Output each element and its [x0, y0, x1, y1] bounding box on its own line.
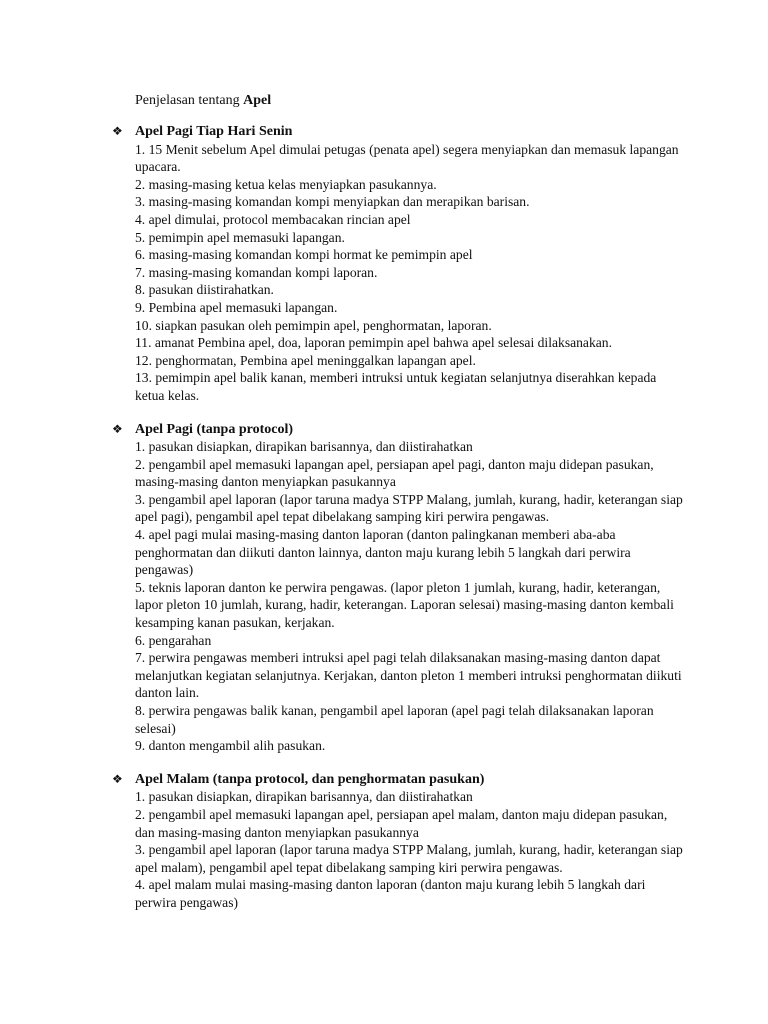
list-item: 4. apel dimulai, protocol membacakan rincian apel: [135, 211, 411, 227]
section: [112, 771, 688, 912]
diamond-dots-icon: ❖: [112, 771, 123, 786]
list-item: 3. pengambil apel laporan (lapor taruna madya STPP Malang, jumlah, kurang, hadir, keterangan siap apel malam), pengambil apel tepat dibelakang samping kiri perwira pengawas.: [135, 842, 683, 875]
list-item: 1. 15 Menit sebelum Apel dimulai petugas (penata apel) segera menyiapkan dan memasuk lapangan upacara.: [135, 141, 679, 175]
section-heading-row: [112, 771, 688, 789]
list-item: 4. apel malam mulai masing-masing danton laporan (danton maju kurang lebih 5 langkah dari perwira pengawas): [135, 877, 646, 910]
list-item: 3. pengambil apel laporan (lapor taruna madya STPP Malang, jumlah, kurang, hadir, keterangan siap apel pagi), pengambil apel tepat dibelakang samping kiri perwira pengawas.: [135, 491, 683, 525]
list-item: 4. apel pagi mulai masing-masing danton laporan (danton palingkanan memberi aba-aba penghormatan dan diikuti danton lainnya, danton maju kurang lebih 5 langkah dari perwira pengawas): [135, 527, 631, 578]
list-item: 1. pasukan disiapkan, dirapikan barisannya, dan diistirahatkan: [135, 789, 473, 805]
section-heading-row: [112, 421, 688, 439]
section-items: [135, 438, 688, 755]
list-item: 7. perwira pengawas memberi intruksi apel pagi telah dilaksanakan masing-masing danton dapat melanjutkan kegiatan selanjutnya. Kerjakan, danton pleton 1 memberi intruksi penghormatan diikuti danton lain.: [135, 650, 682, 701]
list-item: 2. pengambil apel memasuki lapangan apel, persiapan apel malam, danton maju didepan pasukan, dan masing-masing danton menyiapkan pasukannya: [135, 806, 668, 840]
sections-container: [112, 123, 688, 912]
section-heading: Apel Pagi Tiap Hari Senin: [135, 124, 293, 139]
list-item: 7. masing-masing komandan kompi laporan.: [135, 264, 378, 280]
list-item: 13. pemimpin apel balik kanan, memberi intruksi untuk kegiatan selanjutnya diserahkan kepada ketua kelas.: [135, 370, 657, 403]
document-title: [135, 92, 688, 109]
list-item: 9. danton mengambil alih pasukan.: [135, 738, 326, 754]
section-items: [135, 141, 688, 405]
diamond-dots-icon: ❖: [112, 421, 123, 436]
section: [112, 123, 688, 405]
list-item: 12. penghormatan, Pembina apel meninggalkan lapangan apel.: [135, 352, 476, 368]
title-prefix: Penjelasan tentang: [135, 93, 244, 108]
list-item: 9. Pembina apel memasuki lapangan.: [135, 299, 338, 315]
list-item: 2. masing-masing ketua kelas menyiapkan pasukannya.: [135, 176, 437, 192]
list-item: 10. siapkan pasukan oleh pemimpin apel, penghormatan, laporan.: [135, 317, 492, 333]
list-item: 6. masing-masing komandan kompi hormat ke pemimpin apel: [135, 247, 473, 263]
list-item: 2. pengambil apel memasuki lapangan apel, persiapan apel pagi, danton maju didepan pasukan, masing-masing danton menyiapkan pasukannya: [135, 456, 654, 490]
list-item: 5. teknis laporan danton ke perwira pengawas. (lapor pleton 1 jumlah, kurang, hadir, keterangan, lapor pleton 10 jumlah, kurang, hadir, keterangan. Laporan selesai) masing-masing danton kembali kesamping kanan pasukan, kerjakan.: [135, 579, 674, 631]
section: [112, 421, 688, 755]
list-item: 3. masing-masing komandan kompi menyiapkan dan merapikan barisan.: [135, 194, 530, 210]
diamond-dots-icon: ❖: [112, 124, 123, 138]
list-item: 6. pengarahan: [135, 632, 212, 648]
section-items: [135, 788, 688, 911]
section-heading: Apel Malam (tanpa protocol, dan penghormatan pasukan): [135, 771, 485, 787]
section-heading-row: [112, 123, 688, 141]
section-heading: Apel Pagi (tanpa protocol): [135, 421, 294, 437]
list-item: 5. pemimpin apel memasuki lapangan.: [135, 229, 345, 245]
list-item: 11. amanat Pembina apel, doa, laporan pemimpin apel bahwa apel selesai dilaksanakan.: [135, 335, 612, 351]
list-item: 8. pasukan diistirahatkan.: [135, 282, 274, 298]
list-item: 1. pasukan disiapkan, dirapikan barisannya, dan diistirahatkan: [135, 439, 473, 455]
list-item: 8. perwira pengawas balik kanan, pengambil apel laporan (apel pagi telah dilaksanakan laporan selesai): [135, 703, 654, 736]
title-bold: Apel: [243, 93, 272, 108]
